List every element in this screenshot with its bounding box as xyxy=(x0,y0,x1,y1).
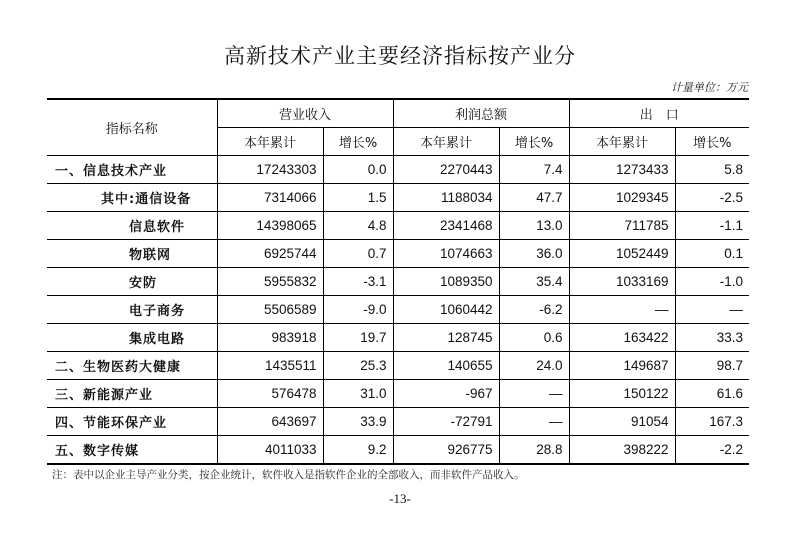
table-cell: 33.9 xyxy=(323,408,393,436)
table-row xyxy=(47,156,749,184)
table-cell: 14398065 xyxy=(217,212,323,240)
table-cell: -967 xyxy=(393,380,499,408)
table-cell: 398222 xyxy=(569,436,675,465)
sub-header: 本年累计 xyxy=(393,128,499,156)
table-cell: 1.5 xyxy=(323,184,393,212)
table-cell: 1033169 xyxy=(569,268,675,296)
table-cell: -9.0 xyxy=(323,296,393,324)
table-row xyxy=(47,184,749,212)
indicator-table xyxy=(47,98,749,465)
table-cell: 576478 xyxy=(217,380,323,408)
table-cell: 1029345 xyxy=(569,184,675,212)
group-header-profit: 利润总额 xyxy=(393,99,569,128)
table-cell: 17243303 xyxy=(217,156,323,184)
table-cell: 2270443 xyxy=(393,156,499,184)
table-cell: 0.0 xyxy=(323,156,393,184)
table-cell: -1.0 xyxy=(675,268,749,296)
table-row xyxy=(47,240,749,268)
sub-header: 增长% xyxy=(323,128,393,156)
table-cell: -2.2 xyxy=(675,436,749,465)
table-cell: 149687 xyxy=(569,352,675,380)
table-cell: 5.8 xyxy=(675,156,749,184)
table-cell: 13.0 xyxy=(499,212,569,240)
table-cell: -6.2 xyxy=(499,296,569,324)
table-row xyxy=(47,436,749,465)
table-row xyxy=(47,324,749,352)
table-cell: 25.3 xyxy=(323,352,393,380)
table-cell: 150122 xyxy=(569,380,675,408)
table-cell: 28.8 xyxy=(499,436,569,465)
table-cell: 1089350 xyxy=(393,268,499,296)
table-cell: — xyxy=(499,408,569,436)
page-number: -13- xyxy=(389,491,411,506)
table-cell: 0.6 xyxy=(499,324,569,352)
header-row-groups xyxy=(47,99,749,128)
table-cell: 643697 xyxy=(217,408,323,436)
table-row xyxy=(47,212,749,240)
table-cell: 4.8 xyxy=(323,212,393,240)
row-name: 安防 xyxy=(47,268,217,296)
table-cell: 5955832 xyxy=(217,268,323,296)
row-name: 电子商务 xyxy=(47,296,217,324)
table-cell: 5506589 xyxy=(217,296,323,324)
group-header-revenue: 营业收入 xyxy=(217,99,393,128)
page-title: 高新技术产业主要经济指标按产业分 xyxy=(224,44,576,68)
table-row xyxy=(47,268,749,296)
table-cell: 47.7 xyxy=(499,184,569,212)
table-cell: 7314066 xyxy=(217,184,323,212)
table-cell: 1052449 xyxy=(569,240,675,268)
table-cell: -1.1 xyxy=(675,212,749,240)
row-name: 信息软件 xyxy=(47,212,217,240)
row-name: 五、数字传媒 xyxy=(47,436,217,465)
table-cell: 91054 xyxy=(569,408,675,436)
row-name: 集成电路 xyxy=(47,324,217,352)
table-cell: 1435511 xyxy=(217,352,323,380)
sub-header: 本年累计 xyxy=(569,128,675,156)
table-cell: 7.4 xyxy=(499,156,569,184)
sub-header: 增长% xyxy=(499,128,569,156)
row-name: 一、信息技术产业 xyxy=(47,156,217,184)
table-cell: -72791 xyxy=(393,408,499,436)
table-cell: 1060442 xyxy=(393,296,499,324)
table-cell: 6925744 xyxy=(217,240,323,268)
sub-header: 本年累计 xyxy=(217,128,323,156)
row-name: 四、节能环保产业 xyxy=(47,408,217,436)
row-name: 三、新能源产业 xyxy=(47,380,217,408)
table-cell: 61.6 xyxy=(675,380,749,408)
table-cell: 1273433 xyxy=(569,156,675,184)
table-cell: -2.5 xyxy=(675,184,749,212)
table-row xyxy=(47,296,749,324)
row-name: 二、生物医药大健康 xyxy=(47,352,217,380)
table-cell: — xyxy=(569,296,675,324)
table-cell: 19.7 xyxy=(323,324,393,352)
table-cell: 926775 xyxy=(393,436,499,465)
table-row xyxy=(47,408,749,436)
table-cell: -3.1 xyxy=(323,268,393,296)
unit-label: 计量单位：万元 xyxy=(671,81,748,94)
table-cell: 2341468 xyxy=(393,212,499,240)
table-cell: 98.7 xyxy=(675,352,749,380)
footnote: 注：表中以企业主导产业分类，按企业统计，软件收入是指软件企业的全部收入，而非软件产品收入。 xyxy=(52,469,525,481)
table-cell: 711785 xyxy=(569,212,675,240)
group-header-export: 出 口 xyxy=(569,99,749,128)
row-name: 其中:通信设备 xyxy=(47,184,217,212)
table-cell: 983918 xyxy=(217,324,323,352)
table-cell: 128745 xyxy=(393,324,499,352)
table-cell: 0.1 xyxy=(675,240,749,268)
table-cell: — xyxy=(499,380,569,408)
sub-header: 增长% xyxy=(675,128,749,156)
table-cell: 35.4 xyxy=(499,268,569,296)
table-cell: 1188034 xyxy=(393,184,499,212)
table-cell: 31.0 xyxy=(323,380,393,408)
table-cell: 36.0 xyxy=(499,240,569,268)
table-cell: — xyxy=(675,296,749,324)
table-cell: 24.0 xyxy=(499,352,569,380)
table-cell: 0.7 xyxy=(323,240,393,268)
table-cell: 163422 xyxy=(569,324,675,352)
table-cell: 4011033 xyxy=(217,436,323,465)
table-cell: 167.3 xyxy=(675,408,749,436)
table-cell: 9.2 xyxy=(323,436,393,465)
table-cell: 33.3 xyxy=(675,324,749,352)
table-row xyxy=(47,380,749,408)
indicator-header: 指标名称 xyxy=(47,99,217,156)
table-cell: 1074663 xyxy=(393,240,499,268)
row-name: 物联网 xyxy=(47,240,217,268)
table-row xyxy=(47,352,749,380)
table-cell: 140655 xyxy=(393,352,499,380)
